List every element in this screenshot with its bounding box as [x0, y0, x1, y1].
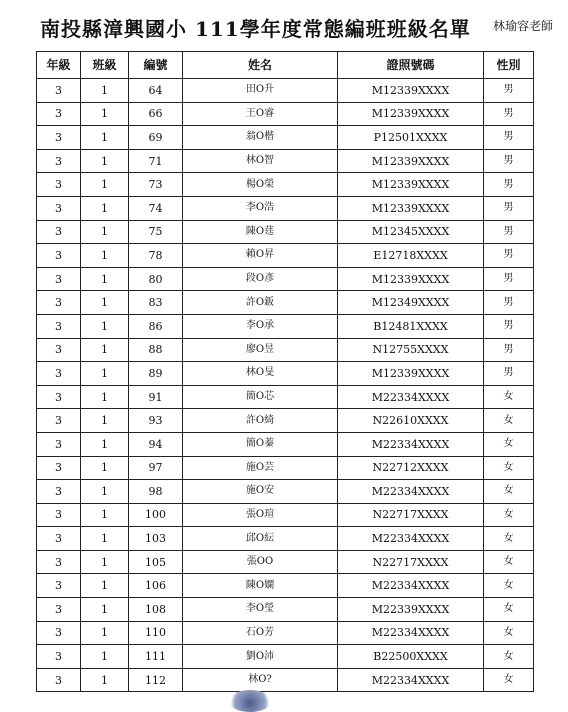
cell-grade: 3 — [37, 574, 81, 598]
cell-class: 1 — [81, 432, 129, 456]
table-row — [37, 480, 534, 504]
cell-id: B22500XXXX — [338, 645, 484, 669]
cell-grade: 3 — [37, 126, 81, 150]
cell-number: 66 — [129, 102, 183, 126]
table-row — [37, 668, 534, 692]
cell-gender: 女 — [484, 480, 534, 504]
cell-id: M22334XXXX — [338, 621, 484, 645]
cell-gender: 男 — [484, 173, 534, 197]
table-row — [37, 621, 534, 645]
cell-number: 97 — [129, 456, 183, 480]
cell-name: 許O綺 — [183, 409, 338, 433]
cell-grade: 3 — [37, 598, 81, 622]
cell-class: 1 — [81, 291, 129, 315]
cell-number: 94 — [129, 432, 183, 456]
cell-number: 111 — [129, 645, 183, 669]
cell-grade: 3 — [37, 362, 81, 386]
cell-name: 段O彥 — [183, 267, 338, 291]
cell-number: 73 — [129, 173, 183, 197]
cell-number: 74 — [129, 196, 183, 220]
cell-name: 李O瑩 — [183, 598, 338, 622]
table-row — [37, 126, 534, 150]
cell-name: 翁O楷 — [183, 126, 338, 150]
column-header-gender: 性別 — [484, 52, 534, 79]
cell-id: M22334XXXX — [338, 385, 484, 409]
cell-class: 1 — [81, 267, 129, 291]
cell-name: 李O浩 — [183, 196, 338, 220]
cell-grade: 3 — [37, 338, 81, 362]
cell-grade: 3 — [37, 173, 81, 197]
cell-class: 1 — [81, 79, 129, 103]
cell-class: 1 — [81, 598, 129, 622]
cell-name: 邱O紜 — [183, 527, 338, 551]
cell-class: 1 — [81, 196, 129, 220]
cell-class: 1 — [81, 102, 129, 126]
cell-grade: 3 — [37, 668, 81, 692]
table-row — [37, 362, 534, 386]
cell-name: 許O鈑 — [183, 291, 338, 315]
cell-id: M12339XXXX — [338, 149, 484, 173]
cell-grade: 3 — [37, 267, 81, 291]
table-row — [37, 196, 534, 220]
table-row — [37, 503, 534, 527]
cell-id: M12339XXXX — [338, 196, 484, 220]
cell-gender: 女 — [484, 645, 534, 669]
cell-grade: 3 — [37, 480, 81, 504]
cell-class: 1 — [81, 409, 129, 433]
table-row — [37, 550, 534, 574]
cell-grade: 3 — [37, 432, 81, 456]
cell-number: 80 — [129, 267, 183, 291]
cell-id: N22717XXXX — [338, 503, 484, 527]
table-row — [37, 267, 534, 291]
cell-gender: 女 — [484, 385, 534, 409]
cell-gender: 女 — [484, 598, 534, 622]
cell-class: 1 — [81, 480, 129, 504]
cell-class: 1 — [81, 527, 129, 551]
cell-name: 王O睿 — [183, 102, 338, 126]
cell-name: 楊O榮 — [183, 173, 338, 197]
cell-number: 91 — [129, 385, 183, 409]
cell-number: 110 — [129, 621, 183, 645]
table-row — [37, 598, 534, 622]
cell-grade: 3 — [37, 645, 81, 669]
cell-name: 劉O沛 — [183, 645, 338, 669]
cell-gender: 男 — [484, 362, 534, 386]
cell-id: N22717XXXX — [338, 550, 484, 574]
cell-grade: 3 — [37, 385, 81, 409]
cell-name: 林O旻 — [183, 362, 338, 386]
cell-class: 1 — [81, 338, 129, 362]
cell-number: 98 — [129, 480, 183, 504]
cell-name: 林O? — [183, 668, 338, 692]
cell-class: 1 — [81, 362, 129, 386]
cell-class: 1 — [81, 645, 129, 669]
cell-gender: 男 — [484, 196, 534, 220]
table-row — [37, 244, 534, 268]
table-row — [37, 456, 534, 480]
cell-name: 施O芸 — [183, 456, 338, 480]
table-row — [37, 291, 534, 315]
cell-number: 71 — [129, 149, 183, 173]
cell-id: N22610XXXX — [338, 409, 484, 433]
cell-grade: 3 — [37, 550, 81, 574]
cell-class: 1 — [81, 244, 129, 268]
cell-gender: 女 — [484, 621, 534, 645]
cell-number: 106 — [129, 574, 183, 598]
table-row — [37, 527, 534, 551]
cell-grade: 3 — [37, 79, 81, 103]
cell-id: M22334XXXX — [338, 574, 484, 598]
cell-gender: 男 — [484, 79, 534, 103]
table-row — [37, 385, 534, 409]
cell-name: 簡O芯 — [183, 385, 338, 409]
cell-gender: 女 — [484, 527, 534, 551]
column-header-grade: 年級 — [37, 52, 81, 79]
table-row — [37, 149, 534, 173]
cell-gender: 男 — [484, 102, 534, 126]
cell-gender: 男 — [484, 149, 534, 173]
cell-class: 1 — [81, 126, 129, 150]
cell-number: 64 — [129, 79, 183, 103]
table-body — [37, 79, 534, 692]
cell-class: 1 — [81, 385, 129, 409]
cell-id: N12755XXXX — [338, 338, 484, 362]
teacher-name: 林瑜容老師 — [493, 19, 554, 33]
cell-id: M12339XXXX — [338, 362, 484, 386]
cell-class: 1 — [81, 503, 129, 527]
cell-grade: 3 — [37, 409, 81, 433]
cell-class: 1 — [81, 314, 129, 338]
cell-grade: 3 — [37, 244, 81, 268]
table-row — [37, 338, 534, 362]
table-header-row — [37, 52, 534, 79]
cell-name: 廖O昱 — [183, 338, 338, 362]
cell-number: 75 — [129, 220, 183, 244]
cell-class: 1 — [81, 574, 129, 598]
cell-gender: 男 — [484, 314, 534, 338]
cell-number: 93 — [129, 409, 183, 433]
table-row — [37, 432, 534, 456]
cell-number: 83 — [129, 291, 183, 315]
page-header — [0, 0, 568, 46]
table-row — [37, 102, 534, 126]
cell-id: M22334XXXX — [338, 527, 484, 551]
cell-name: 張OO — [183, 550, 338, 574]
cell-class: 1 — [81, 550, 129, 574]
cell-id: M12339XXXX — [338, 102, 484, 126]
cell-gender: 女 — [484, 668, 534, 692]
page-title: 南投縣漳興國小 111學年度常態編班班級名單 — [40, 17, 471, 41]
cell-name: 簡O蓁 — [183, 432, 338, 456]
cell-gender: 男 — [484, 126, 534, 150]
table-row — [37, 173, 534, 197]
cell-number: 88 — [129, 338, 183, 362]
cell-grade: 3 — [37, 102, 81, 126]
table-row — [37, 220, 534, 244]
cell-id: M22339XXXX — [338, 598, 484, 622]
cell-id: P12501XXXX — [338, 126, 484, 150]
cell-gender: 女 — [484, 503, 534, 527]
cell-id: N22712XXXX — [338, 456, 484, 480]
cell-grade: 3 — [37, 196, 81, 220]
cell-id: M12339XXXX — [338, 267, 484, 291]
cell-name: 陳O嫻 — [183, 574, 338, 598]
cell-gender: 男 — [484, 338, 534, 362]
cell-grade: 3 — [37, 291, 81, 315]
cell-class: 1 — [81, 456, 129, 480]
cell-gender: 男 — [484, 267, 534, 291]
column-header-number: 編號 — [129, 52, 183, 79]
column-header-class: 班級 — [81, 52, 129, 79]
seal-stamp — [228, 690, 272, 712]
cell-id: E12718XXXX — [338, 244, 484, 268]
cell-id: B12481XXXX — [338, 314, 484, 338]
column-header-id: 證照號碼 — [338, 52, 484, 79]
cell-gender: 男 — [484, 220, 534, 244]
cell-id: M22334XXXX — [338, 432, 484, 456]
cell-class: 1 — [81, 173, 129, 197]
cell-name: 陳O莛 — [183, 220, 338, 244]
cell-name: 石O芳 — [183, 621, 338, 645]
cell-grade: 3 — [37, 314, 81, 338]
cell-class: 1 — [81, 621, 129, 645]
cell-gender: 女 — [484, 574, 534, 598]
table-row — [37, 645, 534, 669]
cell-id: M12339XXXX — [338, 173, 484, 197]
cell-gender: 女 — [484, 409, 534, 433]
cell-id: M12349XXXX — [338, 291, 484, 315]
cell-name: 田O升 — [183, 79, 338, 103]
cell-class: 1 — [81, 668, 129, 692]
cell-grade: 3 — [37, 456, 81, 480]
cell-name: 李O承 — [183, 314, 338, 338]
cell-id: M22334XXXX — [338, 480, 484, 504]
cell-number: 105 — [129, 550, 183, 574]
cell-number: 108 — [129, 598, 183, 622]
cell-name: 賴O昇 — [183, 244, 338, 268]
cell-gender: 女 — [484, 550, 534, 574]
cell-gender: 女 — [484, 432, 534, 456]
cell-name: 施O安 — [183, 480, 338, 504]
class-roster-table — [36, 51, 534, 692]
cell-gender: 男 — [484, 291, 534, 315]
cell-number: 69 — [129, 126, 183, 150]
table-row — [37, 79, 534, 103]
table-row — [37, 314, 534, 338]
cell-number: 112 — [129, 668, 183, 692]
cell-number: 86 — [129, 314, 183, 338]
cell-name: 林O智 — [183, 149, 338, 173]
cell-name: 張O瑄 — [183, 503, 338, 527]
table-row — [37, 574, 534, 598]
cell-number: 89 — [129, 362, 183, 386]
cell-grade: 3 — [37, 503, 81, 527]
cell-id: M12345XXXX — [338, 220, 484, 244]
cell-gender: 女 — [484, 456, 534, 480]
cell-number: 103 — [129, 527, 183, 551]
cell-number: 78 — [129, 244, 183, 268]
cell-id: M12339XXXX — [338, 79, 484, 103]
column-header-name: 姓名 — [183, 52, 338, 79]
cell-grade: 3 — [37, 149, 81, 173]
cell-gender: 男 — [484, 244, 534, 268]
cell-grade: 3 — [37, 220, 81, 244]
cell-number: 100 — [129, 503, 183, 527]
cell-grade: 3 — [37, 527, 81, 551]
cell-class: 1 — [81, 149, 129, 173]
table-row — [37, 409, 534, 433]
cell-id: M22334XXXX — [338, 668, 484, 692]
cell-grade: 3 — [37, 621, 81, 645]
cell-class: 1 — [81, 220, 129, 244]
